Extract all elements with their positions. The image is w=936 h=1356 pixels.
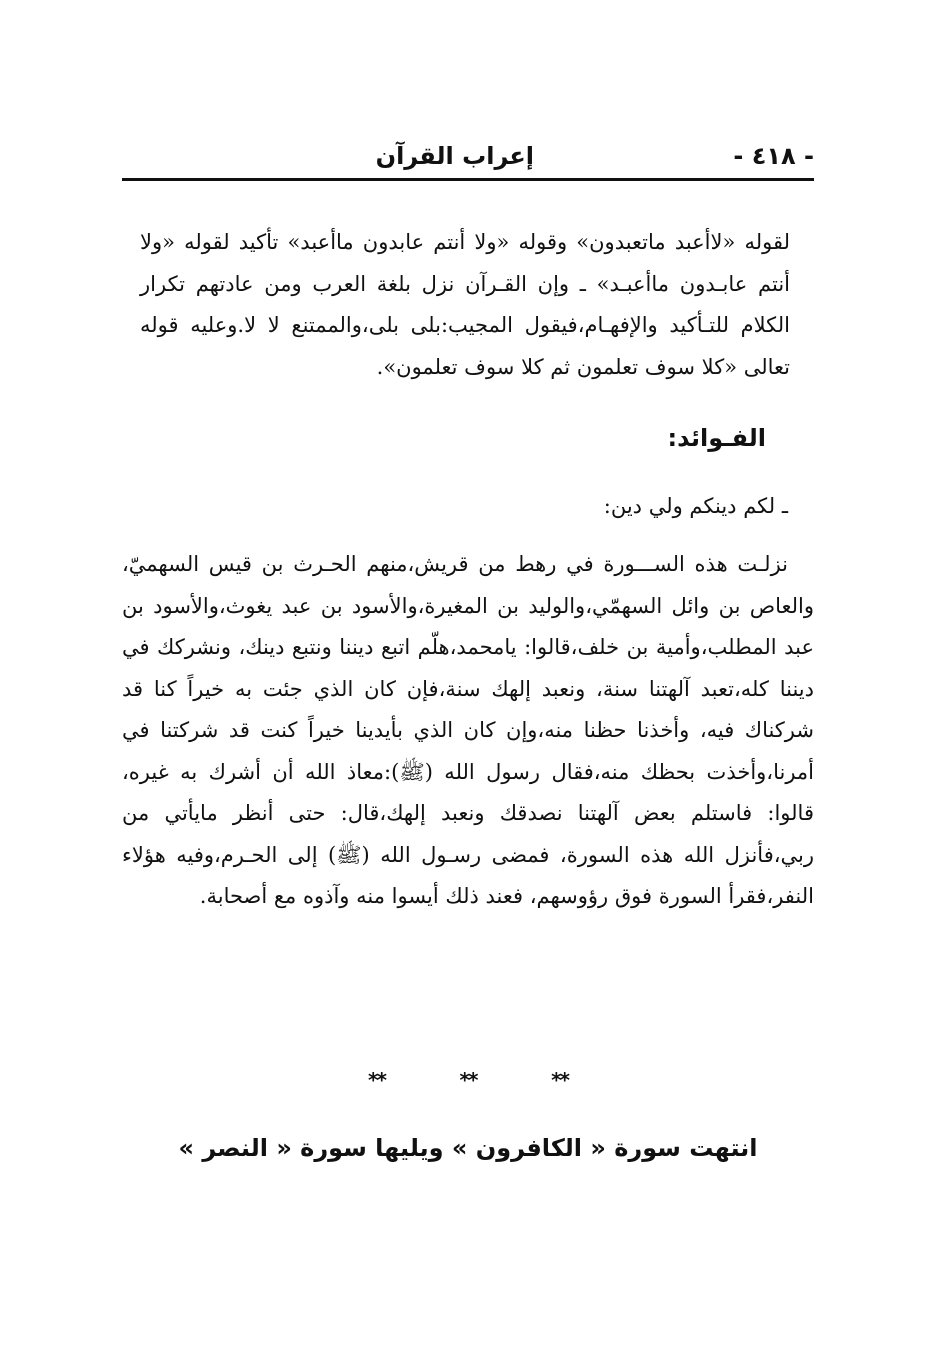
verse-line: ـ لكم دينكم ولي دين: [603,494,788,518]
page-header [122,140,814,180]
divider-mark: ** [368,1068,385,1092]
section-heading: الفـوائد: [667,424,766,452]
divider-mark: ** [459,1068,477,1092]
divider-mark: ** [551,1068,568,1092]
header-rule [122,178,814,181]
intro-paragraph: لقوله «لاأعبد ماتعبدون» وقوله «ولا أنتم عابدون ماأعبد» تأكيد لقوله «ولا أنتم عابـدون ماأعبـد» ـ وإن القـرآن نزل بلغة العرب ومن عادتهم تكرار الكلام للتـأكيد والإفهـام،فيقول المجيب:بلى بلى،والممتنع لا لا.وعليه قوله تعالى «كلا سوف تعلمون ثم كلا سوف تعلمون». [140,230,790,379]
benefits-paragraph: نزلـت هذه الســـورة في رهط من قريش،منهم الحـرث بن قيس السهميّ، والعاص بن وائل السهمّي،والوليد بن المغيرة،والأسود بن عبد يغوث،والأسود بن عبد المطلب،وأمية بن خلف،قالوا: يامحمد،هلّم اتبع ديننا ونتبع دينك، ونشركك في ديننا كله،تعبد آلهتنا سنة، ونعبد إلهك سنة،فإن كان الذي جئت به خيراً كنا قد شركناك فيه، وأخذنا حظنا منه،وإن كان الذي بأيدينا خيراً كنت قد شركتنا في أمرنا،وأخذت بحظك منه،فقال رسول الله (ﷺ):معاذ الله أن أشرك به غيره، قالوا: فاستلم بعض آلهتنا نصدقك ونعبد إلهك،قال: حتى أنظر مايأتي من ربي،فأنزل الله هذه السورة، فمضى رسـول الله (ﷺ) إلى الحـرم،وفيه هؤلاء النفر،فقرأ السورة فوق رؤوسهم، فعند ذلك أيسوا منه وآذوه مع أصحابة. [122,552,814,908]
page-number: - ٤١٨ - [733,142,814,170]
running-title: إعراب القرآن [375,142,534,170]
section-divider [368,1068,568,1092]
closing-note: انتهت سورة « الكافرون » ويليها سورة « النصر » [178,1134,758,1162]
